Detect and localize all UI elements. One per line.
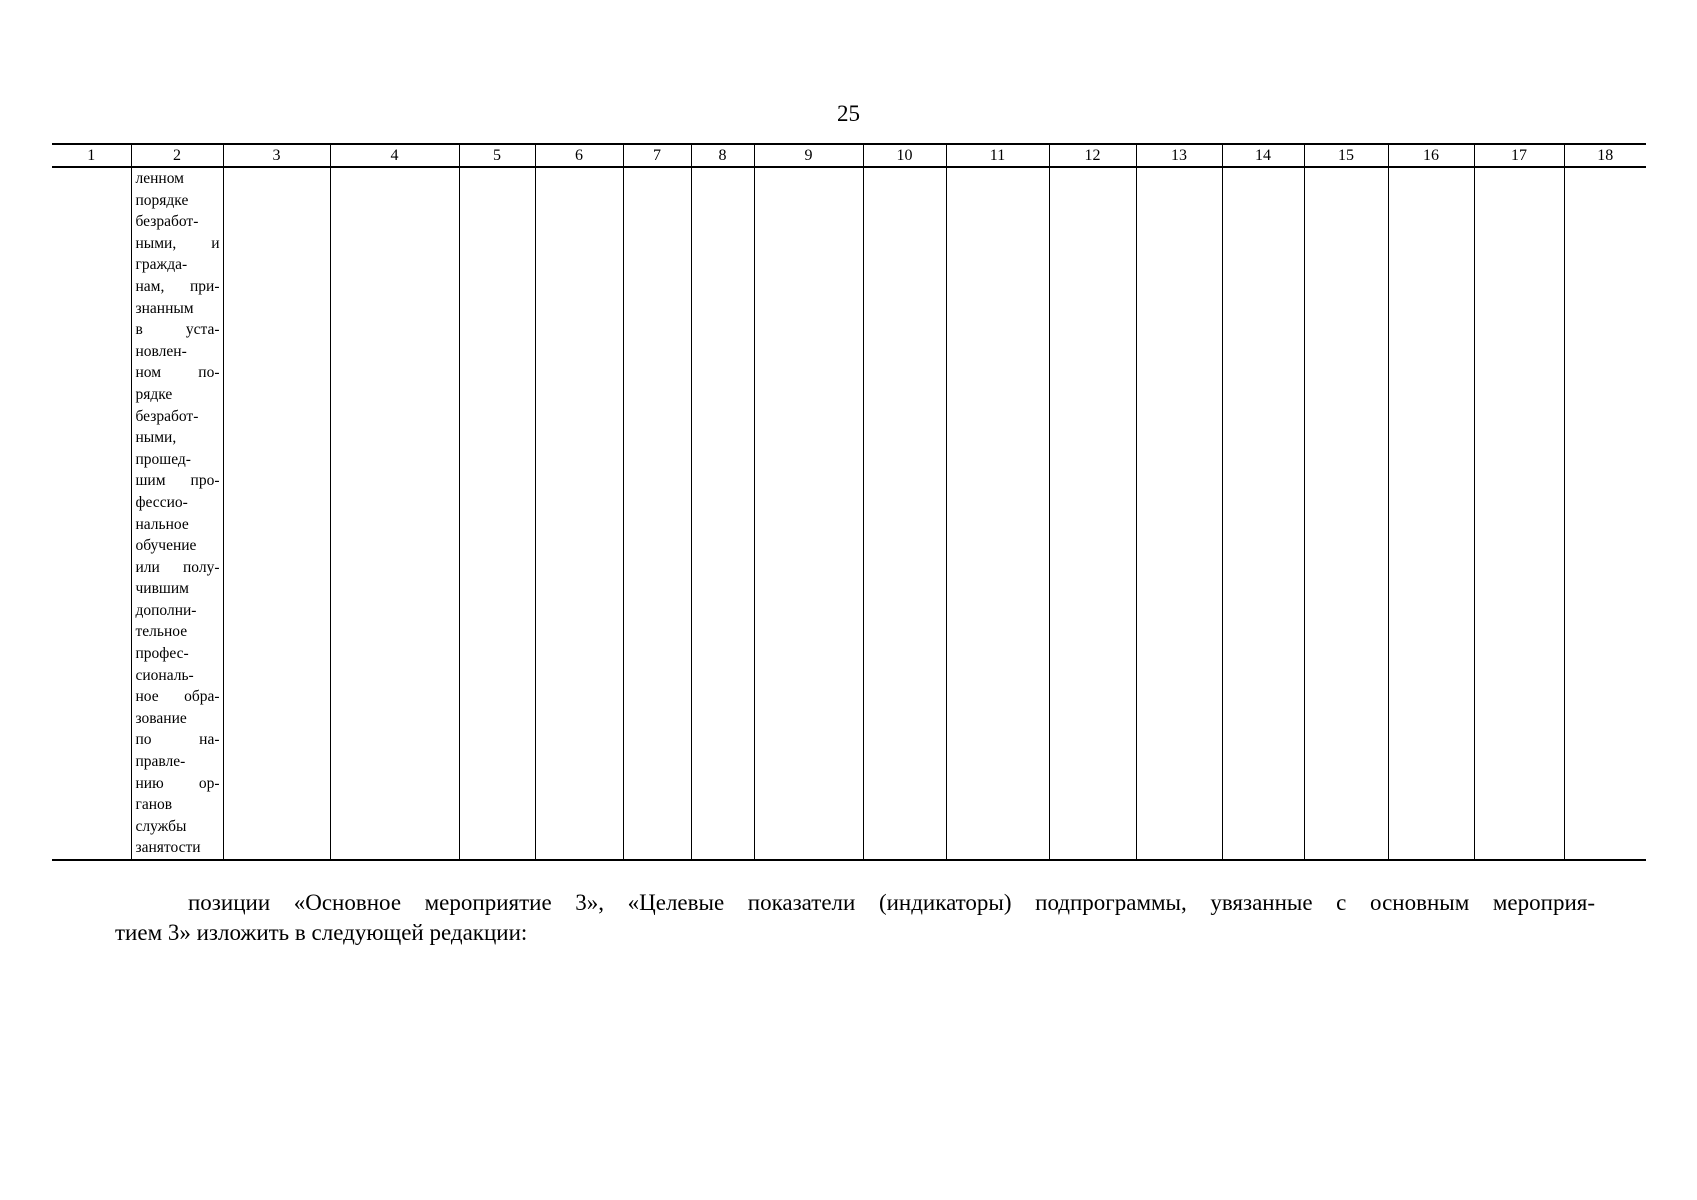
table-cell <box>1222 167 1304 860</box>
table-cell <box>1388 167 1474 860</box>
column-header: 17 <box>1474 144 1564 167</box>
text-line: рядке <box>135 385 173 403</box>
table-cell <box>623 167 691 860</box>
table-cell <box>459 167 535 860</box>
text-line: порядке <box>135 191 189 209</box>
column-header: 9 <box>754 144 863 167</box>
text-line: ное обра- <box>135 688 220 706</box>
column-header: 3 <box>223 144 330 167</box>
column-header: 11 <box>946 144 1049 167</box>
text-line: ными, и <box>135 234 220 252</box>
table-cell <box>946 167 1049 860</box>
table-cell-description <box>131 167 223 860</box>
text-line: фессио- <box>135 493 188 511</box>
text-line: нам, при- <box>135 277 220 295</box>
text-line: гражда- <box>135 256 188 274</box>
text-line: безработ- <box>135 407 199 425</box>
table-cell <box>691 167 754 860</box>
text-line: тельное <box>135 623 188 641</box>
text-line: обучение <box>135 537 197 555</box>
table-cell <box>1304 167 1388 860</box>
text-line: нию ор- <box>135 774 220 792</box>
table-cell <box>754 167 863 860</box>
column-header: 2 <box>131 144 223 167</box>
column-header: 1 <box>52 144 131 167</box>
table-cell <box>223 167 330 860</box>
text-line: шим про- <box>135 472 220 490</box>
table-cell <box>330 167 459 860</box>
column-header: 18 <box>1564 144 1646 167</box>
text-line: знанным <box>135 299 194 317</box>
column-header: 5 <box>459 144 535 167</box>
column-header: 4 <box>330 144 459 167</box>
column-header: 7 <box>623 144 691 167</box>
table-cell <box>52 167 131 860</box>
text-line: зование <box>135 709 187 727</box>
column-header: 12 <box>1049 144 1136 167</box>
text-line: дополни- <box>135 601 197 619</box>
text-line: нальное <box>135 515 189 533</box>
table-row <box>52 167 1646 860</box>
page-number: 25 <box>837 101 860 126</box>
text-line: службы <box>135 817 187 835</box>
text-line: профес- <box>135 645 189 663</box>
column-header: 10 <box>863 144 946 167</box>
text-line: ном по- <box>135 364 220 382</box>
table-cell <box>863 167 946 860</box>
text-line: безработ- <box>135 213 199 231</box>
text-line: правле- <box>135 753 186 771</box>
text-line: занятости <box>135 839 201 857</box>
text-line: ленном <box>135 170 184 187</box>
table-cell <box>1474 167 1564 860</box>
text-line: ными, <box>135 429 177 447</box>
text-line: в уста- <box>135 321 220 339</box>
table-cell <box>1564 167 1646 860</box>
text-line: сиональ- <box>135 666 194 684</box>
column-header: 15 <box>1304 144 1388 167</box>
text-line: прошед- <box>135 450 191 468</box>
column-header: 13 <box>1136 144 1222 167</box>
column-header: 8 <box>691 144 754 167</box>
table-cell <box>1049 167 1136 860</box>
text-line: по на- <box>135 731 220 749</box>
body-paragraph <box>115 888 1595 948</box>
paragraph-line: тием 3» изложить в следующей редакции: <box>115 920 528 945</box>
data-table <box>52 143 1646 861</box>
column-header: 6 <box>535 144 623 167</box>
text-line: или полу- <box>135 558 220 576</box>
table-cell <box>1136 167 1222 860</box>
cell-text <box>132 168 223 859</box>
text-line: чившим <box>135 580 189 598</box>
table-cell <box>535 167 623 860</box>
paragraph-line: позиции «Основное мероприятие 3», «Целевые показатели (индикаторы) подпрограммы, увязанные с основным мероприя- <box>188 890 1595 915</box>
table-header-row <box>52 144 1646 167</box>
text-line: ганов <box>135 796 173 814</box>
column-header: 16 <box>1388 144 1474 167</box>
text-line: новлен- <box>135 342 187 360</box>
column-header: 14 <box>1222 144 1304 167</box>
